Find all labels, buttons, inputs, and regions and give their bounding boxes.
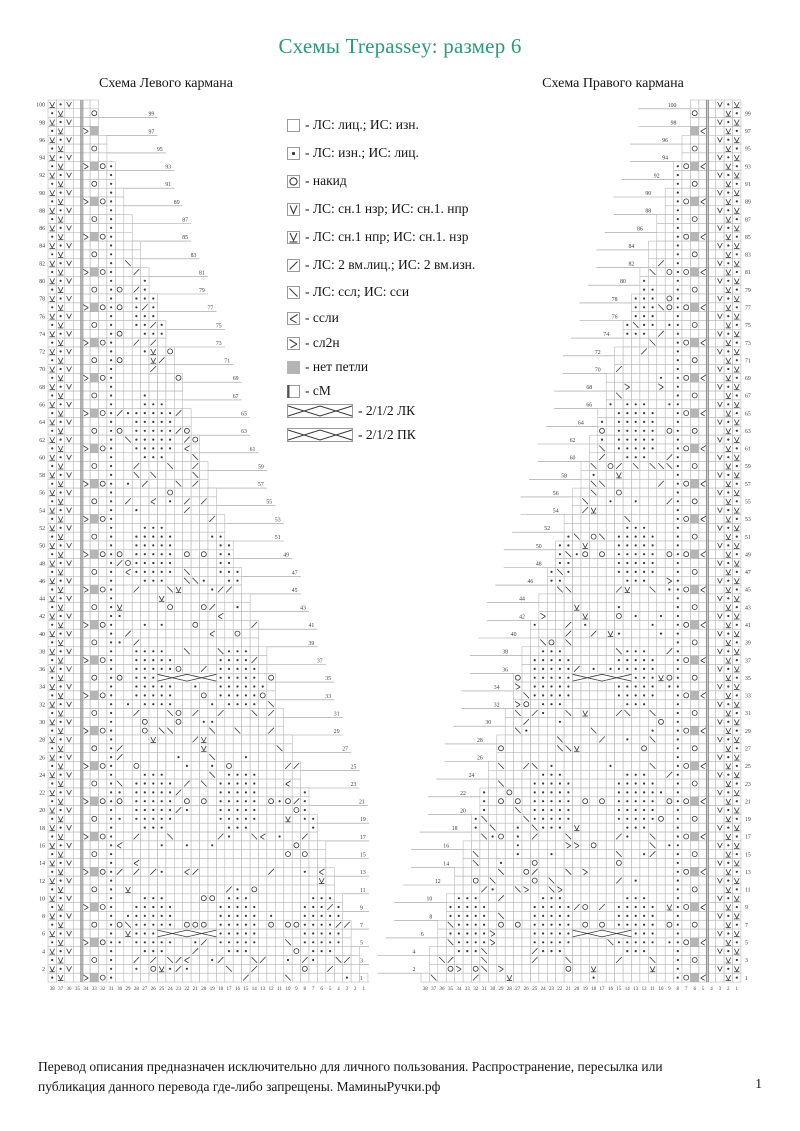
- svg-text:36: 36: [39, 667, 45, 674]
- svg-text:33: 33: [91, 987, 97, 992]
- svg-text:14: 14: [39, 861, 45, 868]
- svg-text:34: 34: [39, 684, 45, 691]
- svg-text:26: 26: [39, 755, 45, 762]
- page-number: 1: [755, 1076, 762, 1091]
- svg-text:57: 57: [258, 482, 264, 489]
- svg-text:56: 56: [39, 490, 45, 497]
- svg-text:74: 74: [39, 331, 45, 338]
- purl-icon: [287, 147, 300, 160]
- svg-text:9: 9: [360, 905, 363, 912]
- svg-text:45: 45: [291, 587, 298, 594]
- svg-text:32: 32: [39, 702, 45, 709]
- svg-text:61: 61: [249, 446, 256, 453]
- ssk-icon: [287, 286, 300, 299]
- svg-text:8: 8: [303, 987, 307, 992]
- svg-text:13: 13: [360, 870, 366, 877]
- svg-text:99: 99: [148, 111, 155, 118]
- svg-text:12: 12: [268, 987, 274, 992]
- svg-text:16: 16: [39, 843, 45, 850]
- svg-text:3: 3: [345, 987, 349, 992]
- svg-text:90: 90: [39, 190, 45, 197]
- svg-text:9: 9: [295, 987, 298, 992]
- footer-note: [38, 1057, 738, 1096]
- legend-item-1: [287, 117, 419, 133]
- legend-item-13: [287, 427, 416, 443]
- svg-text:94: 94: [39, 155, 45, 162]
- ssli-icon: [287, 312, 300, 325]
- legend-item-5: [287, 229, 468, 245]
- svg-text:1: 1: [362, 987, 366, 992]
- svg-text:2: 2: [42, 967, 45, 973]
- svg-text:63: 63: [241, 429, 247, 436]
- svg-text:31: 31: [333, 711, 340, 718]
- svg-text:30: 30: [117, 987, 123, 992]
- svg-text:55: 55: [266, 499, 273, 506]
- svg-text:50: 50: [39, 543, 45, 550]
- svg-text:23: 23: [176, 987, 181, 992]
- svg-text:13: 13: [260, 987, 266, 992]
- svg-text:80: 80: [39, 279, 45, 285]
- legend-item-label: - сл2н: [305, 335, 340, 350]
- svg-text:3: 3: [360, 958, 363, 965]
- cable-pk-icon: [287, 428, 353, 442]
- svg-text:83: 83: [190, 252, 197, 259]
- svg-text:71: 71: [224, 358, 231, 365]
- svg-text:30: 30: [39, 720, 45, 726]
- svg-text:35: 35: [75, 987, 80, 992]
- svg-text:69: 69: [232, 376, 239, 383]
- yarnover-icon: [287, 175, 300, 188]
- svg-text:10: 10: [285, 987, 291, 992]
- svg-text:10: 10: [39, 896, 45, 903]
- svg-text:8: 8: [42, 914, 45, 921]
- svg-text:52: 52: [39, 526, 45, 532]
- svg-text:54: 54: [39, 508, 45, 515]
- svg-text:39: 39: [308, 640, 315, 647]
- svg-text:68: 68: [39, 384, 45, 391]
- svg-text:27: 27: [142, 987, 148, 992]
- slip1-vbar-icon: [287, 231, 300, 244]
- svg-text:4: 4: [337, 987, 340, 992]
- svg-text:20: 20: [39, 808, 45, 815]
- legend-item-label: - 2/1/2 ПК: [358, 427, 416, 442]
- svg-text:62: 62: [39, 437, 45, 444]
- svg-text:100: 100: [36, 102, 45, 109]
- svg-text:37: 37: [58, 987, 64, 992]
- svg-text:24: 24: [167, 987, 173, 992]
- legend-item-11: [287, 383, 331, 399]
- svg-text:17: 17: [360, 834, 366, 841]
- page-title: Схемы Trepassey: размер 6: [278, 34, 522, 58]
- svg-text:96: 96: [39, 137, 45, 144]
- svg-text:34: 34: [83, 987, 89, 992]
- svg-text:60: 60: [39, 455, 45, 462]
- legend-item-4: [287, 201, 468, 217]
- svg-text:88: 88: [39, 208, 45, 215]
- svg-text:44: 44: [39, 596, 45, 603]
- svg-text:18: 18: [218, 987, 224, 992]
- svg-text:16: 16: [235, 987, 240, 992]
- svg-text:66: 66: [39, 402, 45, 409]
- svg-text:38: 38: [39, 649, 45, 656]
- legend-item-2: [287, 145, 419, 161]
- svg-text:29: 29: [333, 729, 340, 735]
- svg-text:7: 7: [360, 923, 363, 930]
- svg-text:28: 28: [39, 737, 45, 744]
- svg-text:76: 76: [39, 314, 45, 321]
- legend-item-label: - ЛС: 2 вм.лиц.; ИС: 2 вм.изн.: [305, 257, 476, 272]
- svg-text:11: 11: [360, 887, 366, 894]
- legend-item-label: - накид: [305, 173, 347, 188]
- svg-text:28: 28: [133, 987, 139, 992]
- svg-text:87: 87: [182, 217, 188, 224]
- svg-text:79: 79: [199, 288, 205, 294]
- no-stitch-icon: [287, 361, 300, 374]
- svg-text:5: 5: [360, 940, 363, 947]
- svg-text:5: 5: [328, 987, 332, 992]
- svg-text:6: 6: [320, 987, 323, 992]
- svg-text:36: 36: [66, 987, 72, 992]
- svg-text:7: 7: [311, 987, 315, 992]
- footer-line-1: Перевод описания предназначен исключительно для личного пользования. Распространение, пересылка или: [38, 1059, 663, 1074]
- legend-item-10: [287, 359, 368, 375]
- svg-text:78: 78: [39, 296, 45, 303]
- legend-item-12: [287, 403, 415, 419]
- svg-text:53: 53: [274, 517, 281, 524]
- svg-text:38: 38: [49, 987, 55, 992]
- legend-item-8: [287, 310, 339, 326]
- svg-text:40: 40: [39, 631, 45, 638]
- legend-item-7: [287, 284, 409, 300]
- svg-text:95: 95: [156, 146, 163, 153]
- svg-text:19: 19: [360, 817, 366, 824]
- svg-text:86: 86: [39, 226, 45, 233]
- svg-text:89: 89: [173, 199, 180, 206]
- svg-text:6: 6: [42, 931, 45, 938]
- legend-item-label: - ЛС: сн.1 нпр; ИС: сн.1. нзр: [305, 229, 469, 244]
- svg-text:92: 92: [39, 173, 45, 180]
- legend-item-label: - ЛС: изн.; ИС: лиц.: [305, 145, 419, 160]
- knit-icon: [287, 119, 300, 132]
- legend-item-label: - ЛС: лиц.; ИС: изн.: [305, 117, 419, 132]
- legend-item-6: [287, 257, 475, 273]
- svg-text:29: 29: [125, 987, 131, 992]
- right-chart-title: Схема Правого кармана: [542, 76, 684, 91]
- svg-text:43: 43: [300, 605, 306, 612]
- svg-text:4: 4: [42, 949, 45, 956]
- svg-text:17: 17: [226, 987, 232, 992]
- svg-text:85: 85: [182, 235, 188, 242]
- svg-text:47: 47: [291, 570, 298, 577]
- sl2n-icon: [287, 337, 300, 350]
- svg-text:37: 37: [316, 658, 323, 665]
- svg-text:97: 97: [148, 129, 155, 136]
- svg-text:77: 77: [207, 305, 214, 312]
- svg-text:15: 15: [360, 852, 366, 859]
- footer-line-2: публикация данного перевода где-либо запрещены. МаминыРучки.рф: [38, 1078, 441, 1094]
- svg-text:82: 82: [39, 261, 45, 268]
- slip1-v-icon: [287, 203, 300, 216]
- svg-text:31: 31: [108, 987, 114, 992]
- svg-text:93: 93: [165, 164, 172, 171]
- legend-item-label: - нет петли: [305, 359, 369, 374]
- svg-text:42: 42: [39, 614, 45, 621]
- svg-text:91: 91: [165, 182, 172, 189]
- k2tog-icon: [287, 259, 300, 272]
- legend-item-label: - сМ: [305, 383, 331, 398]
- svg-text:25: 25: [350, 764, 357, 771]
- svg-text:22: 22: [184, 987, 190, 992]
- legend-item-label: - ЛС: ссл; ИС: сси: [305, 284, 410, 299]
- legend-item-label: - ЛС: сн.1 нзр; ИС: сн.1. нпр: [305, 201, 469, 216]
- svg-text:33: 33: [325, 693, 332, 700]
- svg-text:58: 58: [39, 473, 45, 480]
- svg-text:24: 24: [39, 772, 45, 779]
- svg-text:84: 84: [39, 243, 45, 250]
- svg-text:81: 81: [199, 270, 205, 277]
- svg-text:48: 48: [39, 561, 45, 568]
- legend-item-3: [287, 173, 347, 189]
- legend-item-9: [287, 335, 340, 351]
- svg-text:72: 72: [39, 349, 45, 356]
- svg-text:75: 75: [215, 323, 222, 330]
- svg-text:32: 32: [100, 987, 106, 992]
- svg-text:18: 18: [39, 825, 45, 832]
- svg-text:70: 70: [39, 367, 45, 374]
- svg-text:49: 49: [283, 552, 289, 559]
- legend-item-label: - 2/1/2 ЛК: [358, 403, 416, 418]
- svg-text:2: 2: [354, 987, 357, 992]
- svg-text:23: 23: [350, 782, 357, 788]
- svg-text:67: 67: [232, 393, 239, 400]
- svg-text:65: 65: [241, 411, 247, 418]
- svg-text:46: 46: [39, 578, 45, 585]
- svg-text:1: 1: [360, 976, 363, 982]
- svg-text:11: 11: [277, 987, 283, 992]
- legend-item-label: - ссли: [305, 310, 339, 325]
- svg-text:27: 27: [342, 746, 348, 753]
- svg-text:59: 59: [258, 464, 264, 471]
- marker-icon: [287, 385, 300, 398]
- svg-text:41: 41: [308, 623, 315, 630]
- svg-text:15: 15: [243, 987, 249, 992]
- svg-text:12: 12: [39, 878, 45, 885]
- left-chart-title: Схема Левого кармана: [99, 76, 233, 91]
- svg-text:35: 35: [325, 676, 332, 683]
- svg-text:73: 73: [215, 341, 222, 347]
- svg-text:98: 98: [39, 120, 45, 127]
- svg-text:20: 20: [201, 987, 207, 992]
- svg-text:21: 21: [359, 799, 365, 806]
- svg-text:19: 19: [209, 987, 215, 992]
- svg-text:51: 51: [274, 535, 281, 541]
- svg-text:22: 22: [39, 790, 45, 797]
- svg-text:64: 64: [39, 420, 45, 427]
- svg-text:14: 14: [251, 987, 257, 992]
- svg-text:26: 26: [150, 987, 156, 992]
- svg-text:25: 25: [159, 987, 165, 992]
- svg-text:21: 21: [192, 987, 198, 992]
- cable-lk-icon: [287, 404, 353, 418]
